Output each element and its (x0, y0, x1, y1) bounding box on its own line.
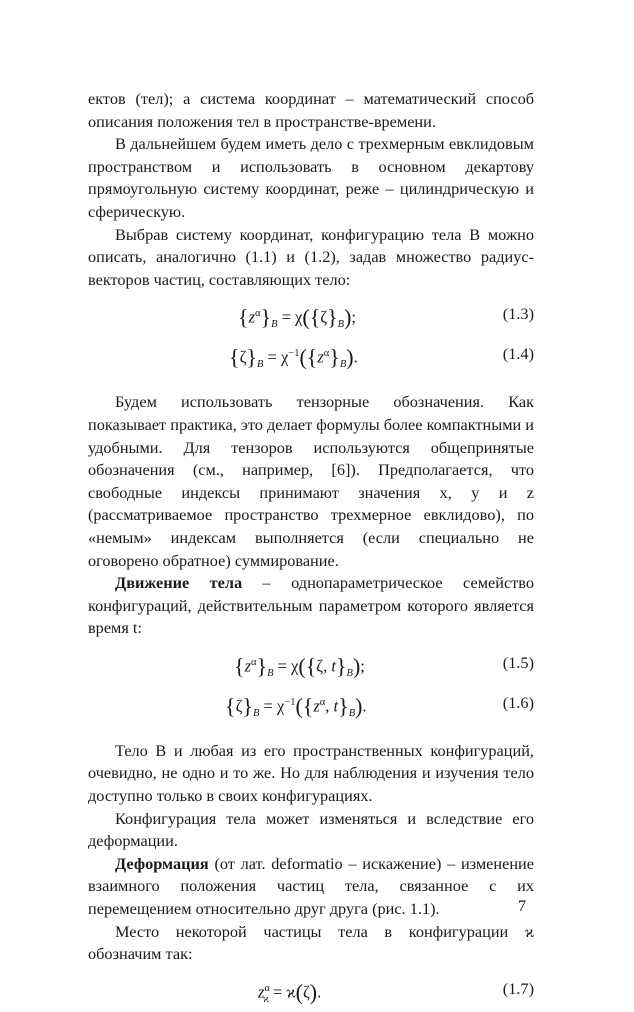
page-body (88, 88, 534, 1012)
equation-1-6 (88, 686, 534, 720)
equation-formula: $\{\zeta\}_B = \chi^{-1}(\{z^\alpha$, $t\}_B$). (225, 693, 367, 719)
equation-1-4 (88, 337, 534, 371)
equation-1-5 (88, 646, 534, 680)
paragraph-8: Деформация (от лат. deformatio – искажение) – изменение взаимного положения частиц тела, связанное с их перемещением относительно друг друга (рис. 1.1). (88, 853, 534, 919)
equation-number: (1.7) (502, 978, 534, 998)
paragraph-2: В дальнейшем будем иметь дело с трехмерным евклидовым пространством и использовать в основном декартову прямоугольную систему координат, реже – цилиндрическую и сферическую. (88, 134, 534, 221)
term-deformation: Деформация (115, 853, 209, 873)
paragraph-7: Конфигурация тела может изменяться и вследствие его деформации. (88, 808, 534, 851)
equation-number: (1.4) (502, 344, 534, 364)
page-number: 7 (518, 898, 526, 915)
equation-1-3 (88, 297, 534, 331)
term-motion: Движение тела (115, 573, 243, 593)
equation-number: (1.3) (502, 304, 534, 324)
equation-formula: $\{\zeta\}_B = \chi^{-1}(\{z^\alpha\}_B)$. (229, 344, 358, 371)
paragraph-5: Движение тела – однопараметрическое семейство конфигураций, действительным параметром которого является время t: (88, 573, 534, 638)
equation-formula: $z^\alpha_ϰ = ϰ(\zeta)$. (258, 979, 322, 1005)
paragraph-3: Выбрав систему координат, конфигурацию тела B можно описать, аналогично (1.1) и (1.2), задав множество радиус-векторов частиц, составляющих тело: (88, 224, 534, 289)
paragraph-1: ектов (тел); а система координат – математический способ описания положения тел в пространстве-времени. (88, 89, 534, 131)
equation-formula: $\{z^\alpha\}_B = \chi(\{\zeta\}_B)$; (238, 304, 357, 331)
paragraph-4: Будем использовать тензорные обозначения. Как показывает практика, это делает формулы более компактными и удобными. Для тензоров используются общепринятые обозначения (см., например, [6]). Предполагается, что свободные индексы принимают значения x, y и z (рассматриваемое пространство трехмерное евклидово), по «немым» индексам выполняется (если специально не оговорено обратное) суммирование. (88, 392, 534, 570)
paragraph-9: Место некоторой частицы тела в конфигурации ϰ обозначим так: (88, 921, 534, 964)
paragraph-6: Тело B и любая из его пространственных конфигураций, очевидно, не одно и то же. Но для наблюдения и изучения тело доступно только в своих конфигурациях. (88, 740, 534, 806)
equation-number: (1.5) (502, 652, 534, 672)
equation-number: (1.6) (502, 692, 534, 712)
equation-formula: $\{z^\alpha\}_B = \chi(\{\zeta$, $t\}_B$); (234, 653, 365, 679)
